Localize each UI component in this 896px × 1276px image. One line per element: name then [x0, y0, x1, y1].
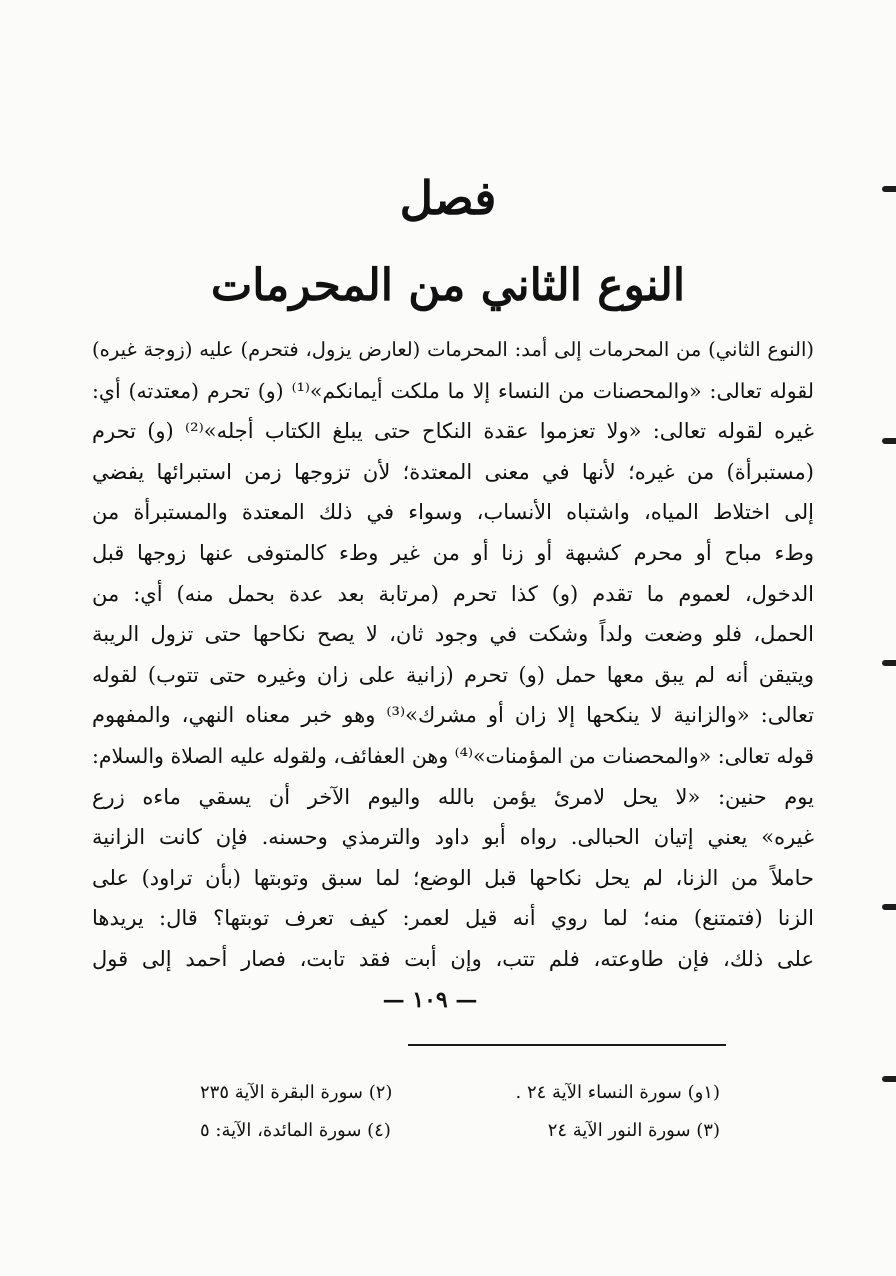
text-line: حاملاً من الزنا، لم يحل نكاحها قبل الوضع؛ لما سبق وتوبتها (بأن تراود) على: [92, 865, 814, 890]
text-line: (مستبرأة) من غيره؛ لأنها في معنى المعتدة؛ لأن تزوجها زمن استبرائها يفضي: [92, 459, 814, 484]
footnote: (٢) سورة البقرة الآية ٢٣٥: [200, 1082, 393, 1103]
text-line: الزنا (فتمتنع) منه؛ لما روي أنه قيل لعمر: كيف تعرف توبتها؟ قال: يريدها: [92, 906, 814, 931]
text-line: على ذلك، فإن طاوعته، فلم تتب، وإن أبت فقد تابت، فصار أحمد إلى قول: [92, 946, 814, 971]
text-line: لقوله تعالى: «والمحصنات من النساء إلا ما ملكت أيمانكم»⁽¹⁾ (و) تحرم (معتدته) أي:: [92, 378, 814, 403]
scan-edge-mark: [882, 660, 896, 666]
scan-edge-mark: [882, 904, 896, 910]
text-line: الحمل، فلو وضعت ولداً وشكت في وجود ثان، لا يصح نكاحها حتى تزول الريبة: [92, 622, 814, 647]
body-text: [92, 330, 814, 980]
footnote: (١و) سورة النساء الآية ٢٤ .: [515, 1082, 720, 1103]
text-line: غيره لقوله تعالى: «ولا تعزموا عقدة النكاح حتى يبلغ الكتاب أجله»⁽²⁾ (و) تحرم: [92, 419, 814, 444]
text-line: يوم حنين: «لا يحل لامرئ يؤمن بالله واليوم الآخر أن يسقي ماءه زرع: [92, 784, 814, 809]
chapter-title: النوع الثاني من المحرمات: [210, 260, 686, 311]
text-line: غيره» يعني إتيان الحبالى. رواه أبو داود والترمذي وحسنه. فإن كانت الزانية: [92, 825, 814, 850]
text-line: وطء مباح أو محرم كشبهة أو زنا أو من غير وطء كالمتوفى عنها زوجها قبل: [92, 540, 814, 565]
text-line: الدخول، لعموم ما تقدم (و) كذا تحرم (مرتابة بعد عدة بحمل منه) أي: من: [92, 581, 814, 606]
footnote: (٣) سورة النور الآية ٢٤: [547, 1120, 720, 1141]
footnote: (٤) سورة المائدة، الآية: ٥: [200, 1120, 391, 1141]
section-heading: فصل: [399, 171, 497, 225]
scan-edge-mark: [882, 1076, 896, 1082]
scan-edge-mark: [882, 186, 896, 192]
text-line: قوله تعالى: «والمحصنات من المؤمنات»⁽⁴⁾ وهن العفائف، ولقوله عليه الصلاة والسلام:: [92, 743, 814, 768]
scan-edge-mark: [882, 438, 896, 444]
text-line: ويتيقن أنه لم يبق معها حمل (و) تحرم (زانية على زان وغيره حتى تتوب) لقوله: [92, 662, 814, 687]
footnotes: [200, 1074, 720, 1150]
footnote-row: [200, 1112, 720, 1150]
text-line: إلى اختلاط المياه، واشتباه الأنساب، وسواء في ذلك المعتدة والمستبرأة من: [92, 500, 814, 525]
footnote-divider: [408, 1044, 726, 1046]
text-line: (النوع الثاني) من المحرمات إلى أمد: المحرمات (لعارض يزول، فتحرم) عليه (زوجة غيره): [92, 338, 814, 361]
footnote-row: [200, 1074, 720, 1112]
page-number: — ١٠٩ —: [382, 987, 478, 1013]
text-line: تعالى: «والزانية لا ينكحها إلا زان أو مشرك»⁽³⁾ وهو خبر معناه النهي، والمفهوم: [92, 703, 814, 728]
